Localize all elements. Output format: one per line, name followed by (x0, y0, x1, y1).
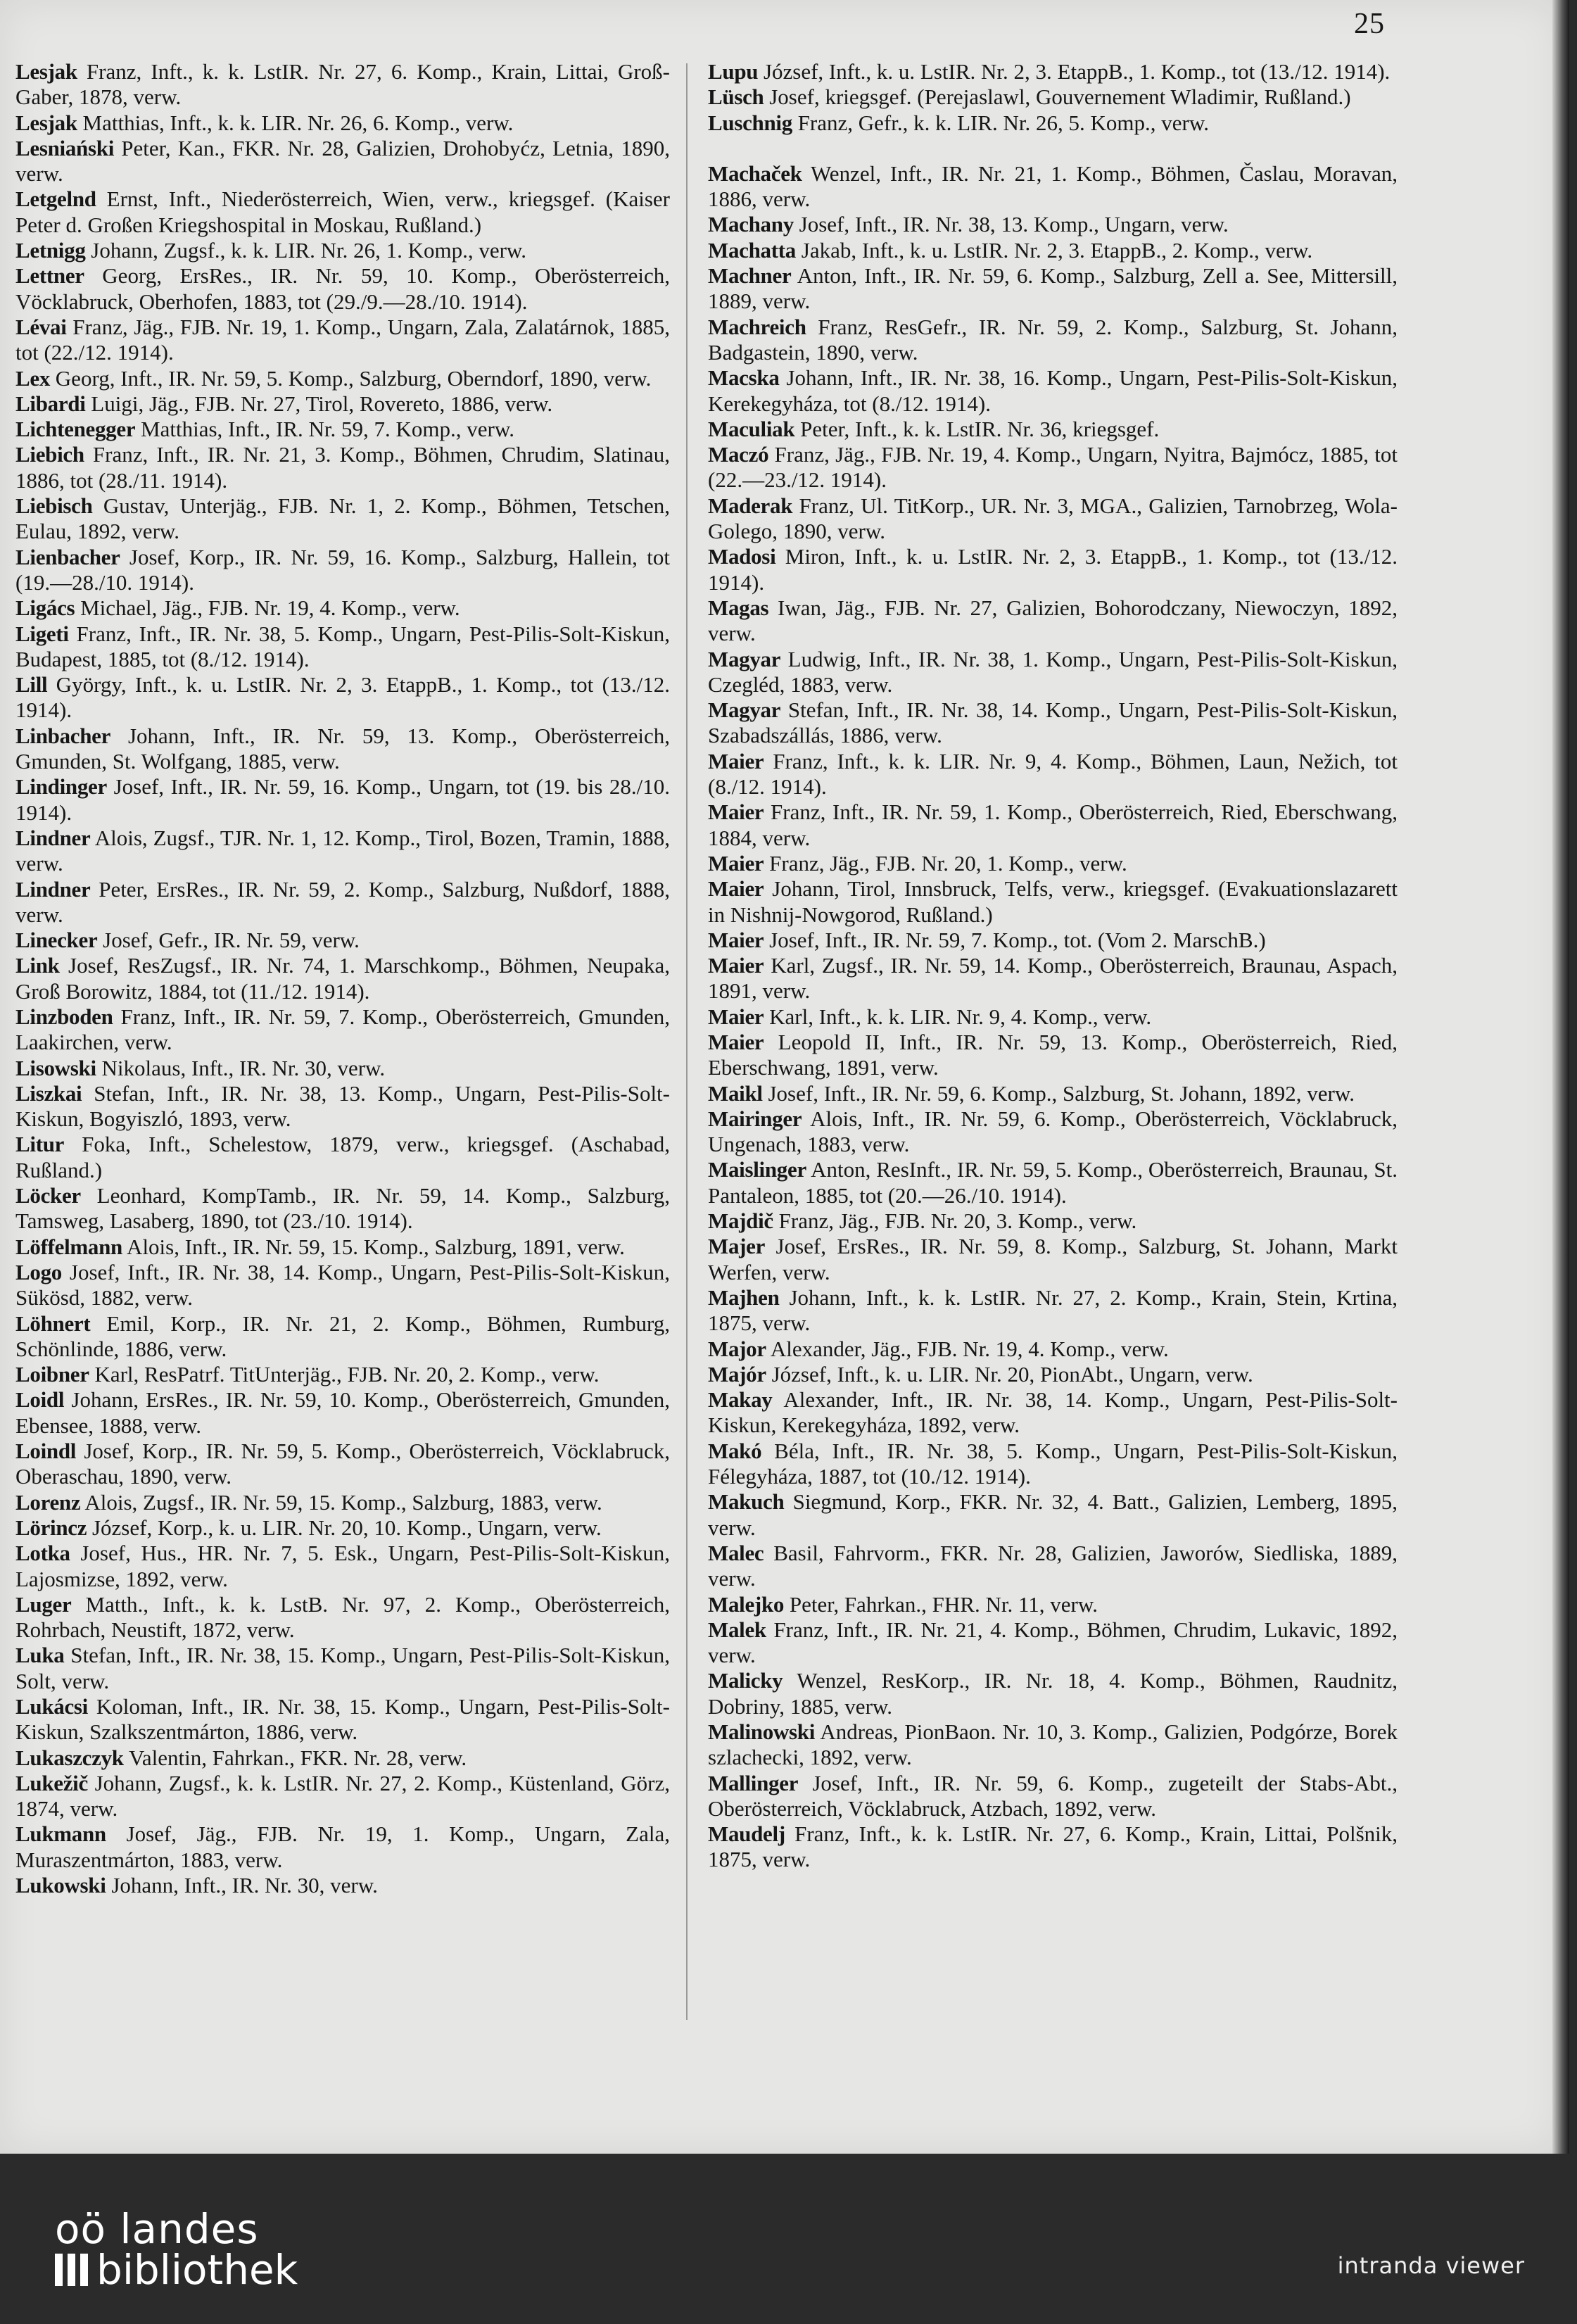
entry-surname: Lörincz (15, 1515, 87, 1540)
register-entry (15, 315, 670, 366)
register-entry (708, 1387, 1398, 1439)
entry-surname: Lesjak (15, 59, 77, 84)
register-entry (708, 876, 1398, 928)
register-entry (15, 877, 670, 928)
entry-details: Josef, Inft., IR. Nr. 59, 6. Komp., zugeteilt der Stabs-Abt., Oberösterreich, Vöcklabruck, Atzbach, 1892, verw. (708, 1770, 1398, 1821)
entry-details: Franz, Inft., k. k. LstIR. Nr. 27, 6. Komp., Krain, Littai, Groß-Gaber, 1878, verw. (15, 59, 670, 110)
register-entry (15, 953, 670, 1004)
register-entry (708, 1489, 1398, 1541)
entry-details: Stefan, Inft., IR. Nr. 38, 13. Komp., Ungarn, Pest-Pilis-Solt-Kiskun, Bogyiszló, 1893, verw. (15, 1080, 670, 1132)
register-entry (708, 953, 1398, 1004)
entry-surname: Löffelmann (15, 1234, 123, 1259)
entry-surname: Lindner (15, 825, 91, 850)
entry-details: Franz, Ul. TitKorp., UR. Nr. 3, MGA., Galizien, Tarnobrzeg, Wola-Golego, 1890, verw. (708, 493, 1398, 544)
entry-surname: Majer (708, 1234, 766, 1259)
register-entry (708, 1719, 1398, 1771)
register-entry (708, 212, 1398, 237)
entry-surname: Löcker (15, 1183, 81, 1208)
register-entry (708, 110, 1398, 136)
register-entry (15, 545, 670, 596)
register-entry (708, 1234, 1398, 1285)
entry-surname: Loibner (15, 1362, 89, 1387)
entry-surname: Litur (15, 1132, 65, 1157)
entry-surname: Lukežič (15, 1770, 88, 1795)
register-entry (15, 136, 670, 187)
entry-details: Ludwig, Inft., IR. Nr. 38, 1. Komp., Ungarn, Pest-Pilis-Solt-Kiskun, Czegléd, 1883, verw. (708, 646, 1398, 697)
entry-surname: Lettner (15, 263, 84, 289)
register-entry (708, 697, 1398, 749)
entry-surname: Machner (708, 263, 792, 289)
register-entry (708, 1541, 1398, 1592)
entry-surname: Letgelnd (15, 187, 96, 212)
entry-surname: Majhen (708, 1284, 780, 1310)
entry-surname: Lupu (708, 59, 759, 84)
entry-details: Johann, Tirol, Innsbruck, Telfs, verw., kriegsgef. (Evakuationslazarett in Nishnij-Nowgorod, Rußland.) (708, 876, 1398, 927)
entry-surname: Löhnert (15, 1311, 91, 1336)
entry-details: Johann, Inft., IR. Nr. 30, verw. (106, 1873, 378, 1898)
register-entry (15, 724, 670, 775)
entry-surname: Lindner (15, 876, 91, 902)
entry-details: Alois, Zugsf., IR. Nr. 59, 15. Komp., Salzburg, 1883, verw. (80, 1489, 602, 1515)
entry-surname: Luschnig (708, 110, 792, 135)
entry-details: Basil, Fahrvorm., FKR. Nr. 28, Galizien, Jaworów, Siedliska, 1889, verw. (708, 1540, 1398, 1591)
register-entry (708, 263, 1398, 315)
entry-surname: Linbacher (15, 723, 111, 748)
entry-surname: Linecker (15, 928, 98, 953)
entry-surname: Machaček (708, 160, 802, 186)
register-entry (708, 1821, 1398, 1873)
page-number: 25 (1354, 8, 1385, 40)
entry-surname: Link (15, 953, 60, 978)
entry-details: Josef, Korp., IR. Nr. 59, 5. Komp., Oberösterreich, Vöcklabruck, Oberaschau, 1890, verw. (15, 1439, 670, 1489)
register-entry (708, 1362, 1398, 1387)
register-entry (15, 1439, 670, 1490)
logo-line-1: oö landes (55, 2205, 259, 2253)
entry-details: Michael, Jäg., FJB. Nr. 19, 4. Komp., verw. (75, 595, 460, 621)
entry-details: Josef, Inft., IR. Nr. 38, 13. Komp., Ungarn, verw. (793, 212, 1229, 237)
entry-details: Leonhard, KompTamb., IR. Nr. 59, 14. Komp., Salzburg, Tamsweg, Lasaberg, 1890, tot (23./10. 1914). (15, 1183, 670, 1234)
entry-surname: Madosi (708, 544, 776, 569)
entry-surname: Malicky (708, 1668, 783, 1693)
right-column (708, 59, 1398, 1873)
entry-surname: Lukaszczyk (15, 1745, 124, 1770)
register-entry (15, 1260, 670, 1311)
entry-surname: Maier (708, 1004, 764, 1029)
entry-details: Franz, Gefr., k. k. LIR. Nr. 26, 5. Komp., verw. (792, 110, 1209, 135)
entry-details: Josef, Jäg., FJB. Nr. 19, 1. Komp., Ungarn, Zala, Muraszentmárton, 1883, verw. (15, 1821, 670, 1872)
entry-surname: Maier (708, 876, 764, 902)
register-entry (708, 851, 1398, 876)
entry-details: Béla, Inft., IR. Nr. 38, 5. Komp., Ungarn, Pest-Pilis-Solt-Kiskun, Félegyháza, 1887, tot (10./12. 1914). (708, 1438, 1398, 1489)
entry-details: Stefan, Inft., IR. Nr. 38, 15. Komp., Ungarn, Pest-Pilis-Solt-Kiskun, Solt, verw. (15, 1643, 670, 1693)
register-entry (15, 1541, 670, 1592)
entry-details: Josef, Inft., IR. Nr. 59, 6. Komp., Salzburg, St. Johann, 1892, verw. (762, 1080, 1355, 1106)
entry-details: Josef, ErsRes., IR. Nr. 59, 8. Komp., Salzburg, St. Johann, Markt Werfen, verw. (708, 1234, 1398, 1284)
register-entry (15, 493, 670, 545)
register-entry (15, 1771, 670, 1822)
entry-details: Franz, ResGefr., IR. Nr. 59, 2. Komp., Salzburg, St. Johann, Badgastein, 1890, verw. (708, 314, 1398, 365)
entry-details: Josef, Inft., IR. Nr. 59, 7. Komp., tot. (Vom 2. MarschB.) (764, 927, 1266, 952)
entry-surname: Machany (708, 212, 794, 237)
register-entry (708, 1030, 1398, 1081)
left-column (15, 59, 670, 1898)
entry-details: József, Korp., k. u. LIR. Nr. 20, 10. Komp., Ungarn, verw. (87, 1515, 602, 1540)
entry-details: Anton, ResInft., IR. Nr. 59, 5. Komp., Oberösterreich, Braunau, St. Pantaleon, 1885, tot (20.—26./10. 1914). (708, 1157, 1398, 1208)
register-entry (708, 417, 1398, 442)
entry-details: Josef, Korp., IR. Nr. 59, 16. Komp., Salzburg, Hallein, tot (19.—28./10. 1914). (15, 544, 670, 595)
register-entry (708, 595, 1398, 647)
entry-surname: Magyar (708, 646, 781, 671)
register-entry (15, 595, 670, 621)
entry-details: Johann, Zugsf., k. k. LIR. Nr. 26, 1. Komp., verw. (85, 238, 527, 263)
entry-details: Wenzel, ResKorp., IR. Nr. 18, 4. Komp., Böhmen, Raudnitz, Dobriny, 1885, verw. (708, 1668, 1398, 1719)
entry-surname: Loindl (15, 1439, 77, 1464)
entry-details: Franz, Inft., IR. Nr. 21, 4. Komp., Böhmen, Chrudim, Lukavic, 1892, verw. (708, 1617, 1398, 1668)
register-entry (15, 366, 670, 391)
entry-details: Alexander, Inft., IR. Nr. 38, 14. Komp., Ungarn, Pest-Pilis-Solt-Kiskun, Kerekegyháza, 1892, verw. (708, 1387, 1398, 1438)
viewer-label[interactable]: intranda viewer (1337, 2252, 1525, 2279)
entry-surname: Ligeti (15, 621, 69, 646)
entry-surname: Lorenz (15, 1489, 81, 1515)
register-entry (708, 544, 1398, 595)
entry-surname: Luka (15, 1643, 65, 1668)
register-entry (15, 774, 670, 826)
register-entry (15, 417, 670, 442)
entry-details: Josef, Inft., IR. Nr. 59, 16. Komp., Ungarn, tot (19. bis 28./10. 1914). (15, 774, 670, 825)
entry-surname: Linzboden (15, 1004, 113, 1029)
entry-details: Valentin, Fahrkan., FKR. Nr. 28, verw. (123, 1745, 467, 1770)
entry-surname: Maderak (708, 493, 793, 518)
entry-details: Franz, Jäg., FJB. Nr. 19, 4. Komp., Ungarn, Nyitra, Bajmócz, 1885, tot (22.—23./12. 1914). (708, 442, 1398, 493)
entry-surname: Macska (708, 365, 780, 391)
entry-surname: Lex (15, 365, 51, 391)
register-entry (708, 749, 1398, 800)
entry-details: Alois, Inft., IR. Nr. 59, 15. Komp., Salzburg, 1891, verw. (122, 1234, 625, 1259)
register-entry (708, 161, 1398, 213)
register-entry (708, 238, 1398, 263)
logo-bars-icon (55, 2254, 88, 2286)
entry-details: Franz, Inft., IR. Nr. 59, 7. Komp., Oberösterreich, Gmunden, Laakirchen, verw. (15, 1004, 670, 1055)
register-entry (15, 1694, 670, 1745)
register-entry (708, 442, 1398, 493)
entry-details: Johann, Inft., k. k. LstIR. Nr. 27, 2. Komp., Krain, Stein, Krtina, 1875, verw. (708, 1284, 1398, 1336)
register-entry (15, 928, 670, 953)
entry-surname: Luger (15, 1591, 72, 1617)
entry-details: József, Inft., k. u. LIR. Nr. 20, PionAbt., Ungarn, verw. (766, 1361, 1253, 1387)
register-entry (708, 1004, 1398, 1030)
entry-details: Peter, Inft., k. k. LstIR. Nr. 36, kriegsgef. (794, 416, 1160, 441)
register-entry (708, 84, 1398, 110)
entry-details: Matthias, Inft., IR. Nr. 59, 7. Komp., verw. (135, 417, 514, 442)
entry-surname: Maier (708, 850, 764, 876)
entry-details: Luigi, Jäg., FJB. Nr. 27, Tirol, Rovereto, 1886, verw. (85, 391, 553, 416)
entry-details: Franz, Inft., IR. Nr. 38, 5. Komp., Ungarn, Pest-Pilis-Solt-Kiskun, Budapest, 1885, tot (8./12. 1914). (15, 621, 670, 671)
register-entry (708, 1771, 1398, 1822)
register-entry (15, 187, 670, 238)
entry-surname: Machreich (708, 314, 806, 339)
entry-surname: Major (708, 1336, 766, 1361)
entry-details: Peter, Kan., FKR. Nr. 28, Galizien, Drohobyćz, Letnia, 1890, verw. (15, 135, 670, 187)
entry-details: Karl, Inft., k. k. LIR. Nr. 9, 4. Komp., verw. (764, 1004, 1152, 1029)
register-entry (15, 263, 670, 315)
entry-details: Miron, Inft., k. u. LstIR. Nr. 2, 3. EtappB., 1. Komp., tot (13./12. 1914). (708, 544, 1398, 595)
register-entry (708, 59, 1398, 84)
entry-details: Franz, Inft., IR. Nr. 59, 1. Komp., Oberösterreich, Ried, Eberschwang, 1884, verw. (708, 800, 1398, 850)
entry-details: Ernst, Inft., Niederösterreich, Wien, verw., kriegsgef. (Kaiser Peter d. Großen Kriegshospital in Moskau, Rußland.) (15, 187, 670, 237)
entry-surname: Malek (708, 1617, 766, 1642)
entry-details: Franz, Inft., IR. Nr. 21, 3. Komp., Böhmen, Chrudim, Slatinau, 1886, tot (28./11. 1914). (15, 442, 670, 493)
entry-surname: Makuch (708, 1489, 785, 1515)
entry-details: Peter, Fahrkan., FHR. Nr. 11, verw. (784, 1591, 1098, 1617)
register-entry (15, 442, 670, 493)
entry-details: Johann, Zugsf., k. k. LstIR. Nr. 27, 2. Komp., Küstenland, Görz, 1874, verw. (15, 1770, 670, 1821)
register-entry (15, 1234, 670, 1260)
entry-details: Josef, ResZugsf., IR. Nr. 74, 1. Marschkomp., Böhmen, Neupaka, Groß Borowitz, 1884, tot (11./12. 1914). (15, 953, 670, 1004)
register-entry (708, 800, 1398, 851)
entry-surname: Maislinger (708, 1157, 806, 1182)
register-entry (708, 493, 1398, 545)
entry-details: Emil, Korp., IR. Nr. 21, 2. Komp., Böhmen, Rumburg, Schönlinde, 1886, verw. (15, 1311, 670, 1361)
entry-surname: Magyar (708, 697, 781, 723)
register-entry (708, 1439, 1398, 1490)
library-logo[interactable] (55, 2205, 298, 2294)
register-entry (708, 1157, 1398, 1208)
entry-details: Nikolaus, Inft., IR. Nr. 30, verw. (96, 1055, 386, 1080)
entry-details: Josef, Inft., IR. Nr. 38, 14. Komp., Ungarn, Pest-Pilis-Solt-Kiskun, Sükösd, 1882, verw. (15, 1259, 670, 1311)
register-entry (15, 1821, 670, 1873)
register-entry (708, 1208, 1398, 1234)
entry-details: Koloman, Inft., IR. Nr. 38, 15. Komp., Ungarn, Pest-Pilis-Solt-Kiskun, Szalkszentmárton, 1886, verw. (15, 1694, 670, 1745)
entry-surname: Loidl (15, 1387, 65, 1413)
section-gap (708, 136, 1398, 161)
entry-details: Franz, Inft., k. k. LIR. Nr. 9, 4. Komp., Böhmen, Laun, Nežich, tot (8./12. 1914). (708, 748, 1398, 800)
entry-details: Foka, Inft., Schelestow, 1879, verw., kriegsgef. (Aschabad, Rußland.) (15, 1132, 670, 1182)
entry-details: Alois, Inft., IR. Nr. 59, 6. Komp., Oberösterreich, Vöcklabruck, Ungenach, 1883, verw. (708, 1106, 1398, 1157)
entry-details: Wenzel, Inft., IR. Nr. 21, 1. Komp., Böhmen, Časlau, Moravan, 1886, verw. (708, 160, 1398, 212)
register-entry (15, 1643, 670, 1694)
entry-details: Leopold II, Inft., IR. Nr. 59, 13. Komp., Oberösterreich, Ried, Eberschwang, 1891, verw. (708, 1029, 1398, 1080)
register-entry (15, 621, 670, 673)
entry-details: József, Inft., k. u. LstIR. Nr. 2, 3. EtappB., 1. Komp., tot (13./12. 1914). (758, 59, 1391, 84)
entry-details: Matth., Inft., k. k. LstB. Nr. 97, 2. Komp., Oberösterreich, Rohrbach, Neustift, 1872, verw. (15, 1591, 670, 1643)
entry-surname: Malejko (708, 1591, 785, 1617)
entry-details: Josef, Gefr., IR. Nr. 59, verw. (97, 928, 360, 953)
register-entry (15, 672, 670, 724)
register-entry (15, 1387, 670, 1439)
entry-surname: Lukácsi (15, 1694, 88, 1719)
entry-surname: Maier (708, 927, 764, 952)
entry-details: Georg, Inft., IR. Nr. 59, 5. Komp., Salzburg, Oberndorf, 1890, verw. (50, 365, 652, 391)
entry-surname: Liszkai (15, 1080, 82, 1106)
entry-details: Johann, Inft., IR. Nr. 59, 13. Komp., Oberösterreich, Gmunden, St. Wolfgang, 1885, verw. (15, 723, 670, 774)
entry-surname: Lichtenegger (15, 417, 136, 442)
entry-surname: Lindinger (15, 774, 107, 800)
register-entry (708, 365, 1398, 417)
register-entry (708, 928, 1398, 953)
register-entry (708, 1668, 1398, 1719)
register-entry (708, 315, 1398, 366)
entry-details: Alois, Zugsf., TJR. Nr. 1, 12. Komp., Tirol, Bozen, Tramin, 1888, verw. (15, 825, 670, 876)
entry-surname: Lienbacher (15, 544, 120, 569)
register-entry (15, 1081, 670, 1132)
entry-details: Jakab, Inft., k. u. LstIR. Nr. 2, 3. EtappB., 2. Komp., verw. (796, 237, 1313, 263)
entry-surname: Liebich (15, 442, 84, 467)
entry-details: Josef, kriegsgef. (Perejaslawl, Gouvernement Wladimir, Rußland.) (764, 84, 1351, 110)
register-entry (15, 110, 670, 136)
register-entry (708, 1081, 1398, 1106)
entry-surname: Maier (708, 1029, 764, 1054)
entry-surname: Maudelj (708, 1821, 785, 1847)
entry-surname: Maier (708, 748, 764, 773)
register-entry (708, 1285, 1398, 1337)
register-entry (15, 1873, 670, 1898)
entry-surname: Lisowski (15, 1055, 96, 1080)
register-entry (15, 59, 670, 110)
register-entry (15, 1132, 670, 1183)
logo-line-2-text: bibliothek (96, 2246, 298, 2294)
entry-details: Anton, Inft., IR. Nr. 59, 6. Komp., Salzburg, Zell a. See, Mittersill, 1889, verw. (708, 263, 1398, 314)
register-entry (15, 1183, 670, 1234)
entry-details: Karl, Zugsf., IR. Nr. 59, 14. Komp., Oberösterreich, Braunau, Aspach, 1891, verw. (708, 953, 1398, 1004)
register-entry (15, 391, 670, 417)
entry-surname: Mallinger (708, 1770, 799, 1795)
entry-details: Siegmund, Korp., FKR. Nr. 32, 4. Batt., Galizien, Lemberg, 1895, verw. (708, 1489, 1398, 1540)
entry-surname: Maier (708, 953, 764, 978)
entry-surname: Lotka (15, 1541, 70, 1566)
entry-surname: Maier (708, 800, 764, 825)
entry-surname: Magas (708, 595, 769, 620)
entry-surname: Libardi (15, 391, 86, 416)
register-entry (15, 1362, 670, 1387)
entry-surname: Malec (708, 1540, 764, 1565)
entry-details: Alexander, Jäg., FJB. Nr. 19, 4. Komp., verw. (766, 1336, 1169, 1361)
entry-details: Stefan, Inft., IR. Nr. 38, 14. Komp., Ungarn, Pest-Pilis-Solt-Kiskun, Szabadszállás, 1886, verw. (708, 697, 1398, 748)
entry-details: Matthias, Inft., k. k. LIR. Nr. 26, 6. Komp., verw. (77, 110, 514, 135)
entry-details: Johann, Inft., IR. Nr. 38, 16. Komp., Ungarn, Pest-Pilis-Solt-Kiskun, Kerekegyháza, tot (8./12. 1914). (708, 365, 1398, 416)
page-edge (1552, 0, 1569, 2168)
entry-surname: Malinowski (708, 1719, 816, 1744)
entry-details: Georg, ErsRes., IR. Nr. 59, 10. Komp., Oberösterreich, Vöcklabruck, Oberhofen, 1883, tot (29./9.—28./10. 1914). (15, 263, 670, 314)
entry-surname: Logo (15, 1259, 62, 1284)
entry-surname: Makay (708, 1387, 773, 1413)
entry-details: Franz, Jäg., FJB. Nr. 20, 3. Komp., verw. (773, 1208, 1137, 1234)
register-entry (708, 1337, 1398, 1362)
register-entry (708, 1106, 1398, 1158)
register-entry (15, 1745, 670, 1771)
entry-details: Karl, ResPatrf. TitUnterjäg., FJB. Nr. 20, 2. Komp., verw. (89, 1362, 600, 1387)
register-entry (15, 1592, 670, 1643)
logo-line-2 (55, 2246, 298, 2294)
entry-surname: Maczó (708, 442, 769, 467)
entry-surname: Machatta (708, 237, 797, 263)
entry-details: Andreas, PionBaon. Nr. 10, 3. Komp., Galizien, Podgórze, Borek szlachecki, 1892, verw. (708, 1719, 1398, 1770)
entry-surname: Maikl (708, 1080, 763, 1106)
entry-surname: Majdič (708, 1208, 773, 1234)
entry-surname: Lesniański (15, 135, 115, 160)
entry-surname: Letnigg (15, 238, 86, 263)
entry-surname: Lukmann (15, 1821, 106, 1847)
register-entry (15, 1490, 670, 1515)
entry-details: Peter, ErsRes., IR. Nr. 59, 2. Komp., Salzburg, Nußdorf, 1888, verw. (15, 876, 670, 927)
register-entry (15, 1004, 670, 1056)
entry-surname: Lukowski (15, 1873, 106, 1898)
entry-details: Franz, Jäg., FJB. Nr. 19, 1. Komp., Ungarn, Zala, Zalatárnok, 1885, tot (22./12. 1914). (15, 314, 670, 365)
entry-details: Josef, Hus., HR. Nr. 7, 5. Esk., Ungarn, Pest-Pilis-Solt-Kiskun, Lajosmizse, 1892, verw. (15, 1541, 670, 1591)
entry-surname: Lill (15, 672, 48, 697)
column-divider (686, 63, 688, 2020)
entry-details: Franz, Jäg., FJB. Nr. 20, 1. Komp., verw. (764, 850, 1127, 876)
entry-details: Gustav, Unterjäg., FJB. Nr. 1, 2. Komp., Böhmen, Tetschen, Eulau, 1892, verw. (15, 493, 670, 544)
entry-surname: Lüsch (708, 84, 764, 110)
entry-details: Johann, ErsRes., IR. Nr. 59, 10. Komp., Oberösterreich, Gmunden, Ebensee, 1888, verw. (15, 1387, 670, 1438)
entry-surname: Lesjak (15, 110, 77, 135)
register-entry (15, 826, 670, 877)
register-entry (15, 1311, 670, 1363)
entry-surname: Lévai (15, 314, 67, 339)
entry-surname: Makó (708, 1438, 762, 1463)
entry-surname: Majór (708, 1361, 766, 1387)
entry-details: György, Inft., k. u. LstIR. Nr. 2, 3. EtappB., 1. Komp., tot (13./12. 1914). (15, 672, 670, 723)
entry-details: Franz, Inft., k. k. LstIR. Nr. 27, 6. Komp., Krain, Littai, Polšnik, 1875, verw. (708, 1821, 1398, 1872)
register-entry (15, 1056, 670, 1081)
register-entry (15, 238, 670, 263)
register-entry (708, 1617, 1398, 1669)
entry-surname: Maculiak (708, 416, 795, 441)
register-entry (708, 647, 1398, 698)
register-entry (15, 1515, 670, 1541)
entry-surname: Mairinger (708, 1106, 802, 1131)
register-entry (708, 1592, 1398, 1617)
entry-details: Iwan, Jäg., FJB. Nr. 27, Galizien, Bohorodczany, Niewoczyn, 1892, verw. (708, 595, 1398, 646)
entry-surname: Ligács (15, 595, 75, 621)
entry-surname: Liebisch (15, 493, 93, 519)
